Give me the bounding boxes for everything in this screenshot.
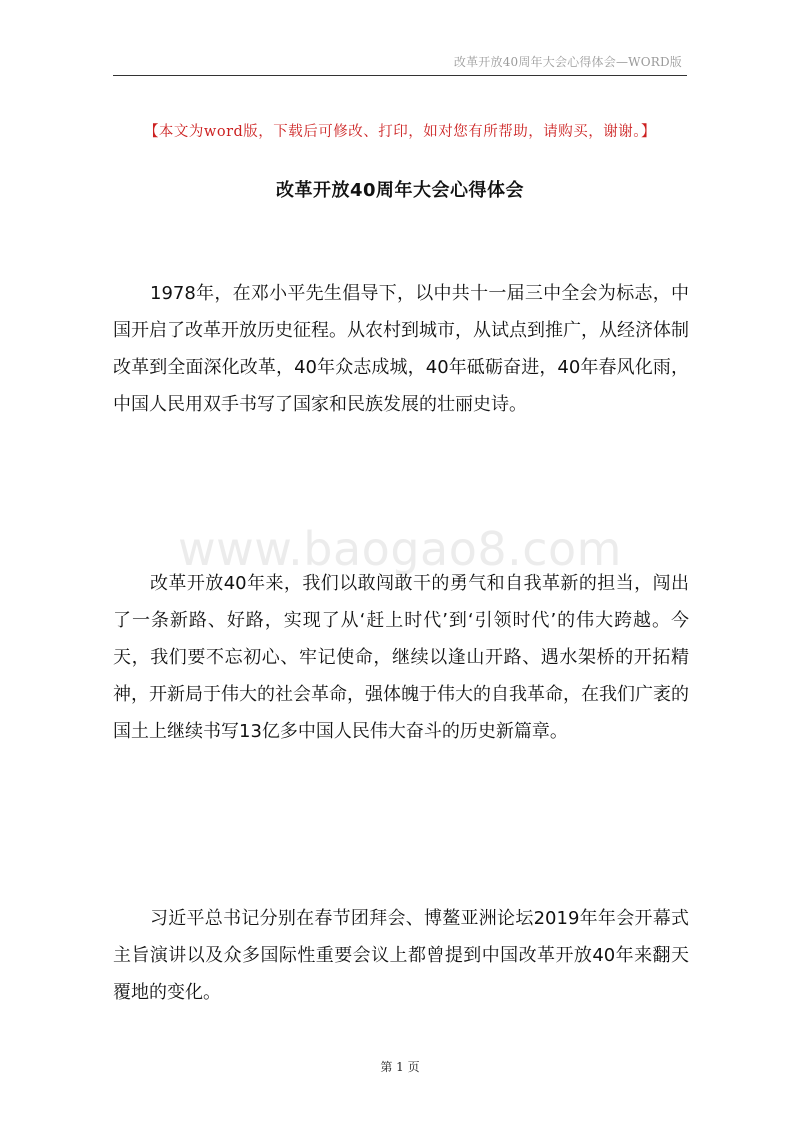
paragraph-2: 改革开放40年来，我们以敢闯敢干的勇气和自我革新的担当，闯出了一条新路、好路，实现了从‘赶上时代’到‘引领时代’的伟大跨越。今天，我们要不忘初心、牢记使命，继续以逢山开路、遇水架桥的开拓精神，开新局于伟大的社会革命，强体魄于伟大的自我革命，在我们广袤的国土上继续书写13亿多中国人民伟大奋斗的历史新篇章。 bbox=[113, 573, 689, 742]
page-number: 第 1 页 bbox=[380, 1060, 420, 1074]
download-notice: 【本文为word版，下载后可修改、打印，如对您有所帮助，请购买，谢谢。】 bbox=[143, 124, 657, 140]
running-header: 改革开放40周年大会心得体会—WORD版 bbox=[453, 55, 682, 69]
paragraph-1: 1978年，在邓小平先生倡导下，以中共十一届三中全会为标志，中国开启了改革开放历史征程。从农村到城市，从试点到推广，从经济体制改革到全面深化改革，40年众志成城，40年砥砺奋进，40年春风化雨，中国人民用双手书写了国家和民族发展的壮丽史诗。 bbox=[113, 283, 689, 415]
header-divider bbox=[113, 75, 687, 76]
document-title: 改革开放40周年大会心得体会 bbox=[275, 180, 525, 201]
watermark: www.baogao8.com bbox=[178, 522, 622, 576]
paragraph-3: 习近平总书记分别在春节团拜会、博鳌亚洲论坛2019年年会开幕式主旨演讲以及众多国际性重要会议上都曾提到中国改革开放40年来翻天覆地的变化。 bbox=[113, 908, 689, 1003]
